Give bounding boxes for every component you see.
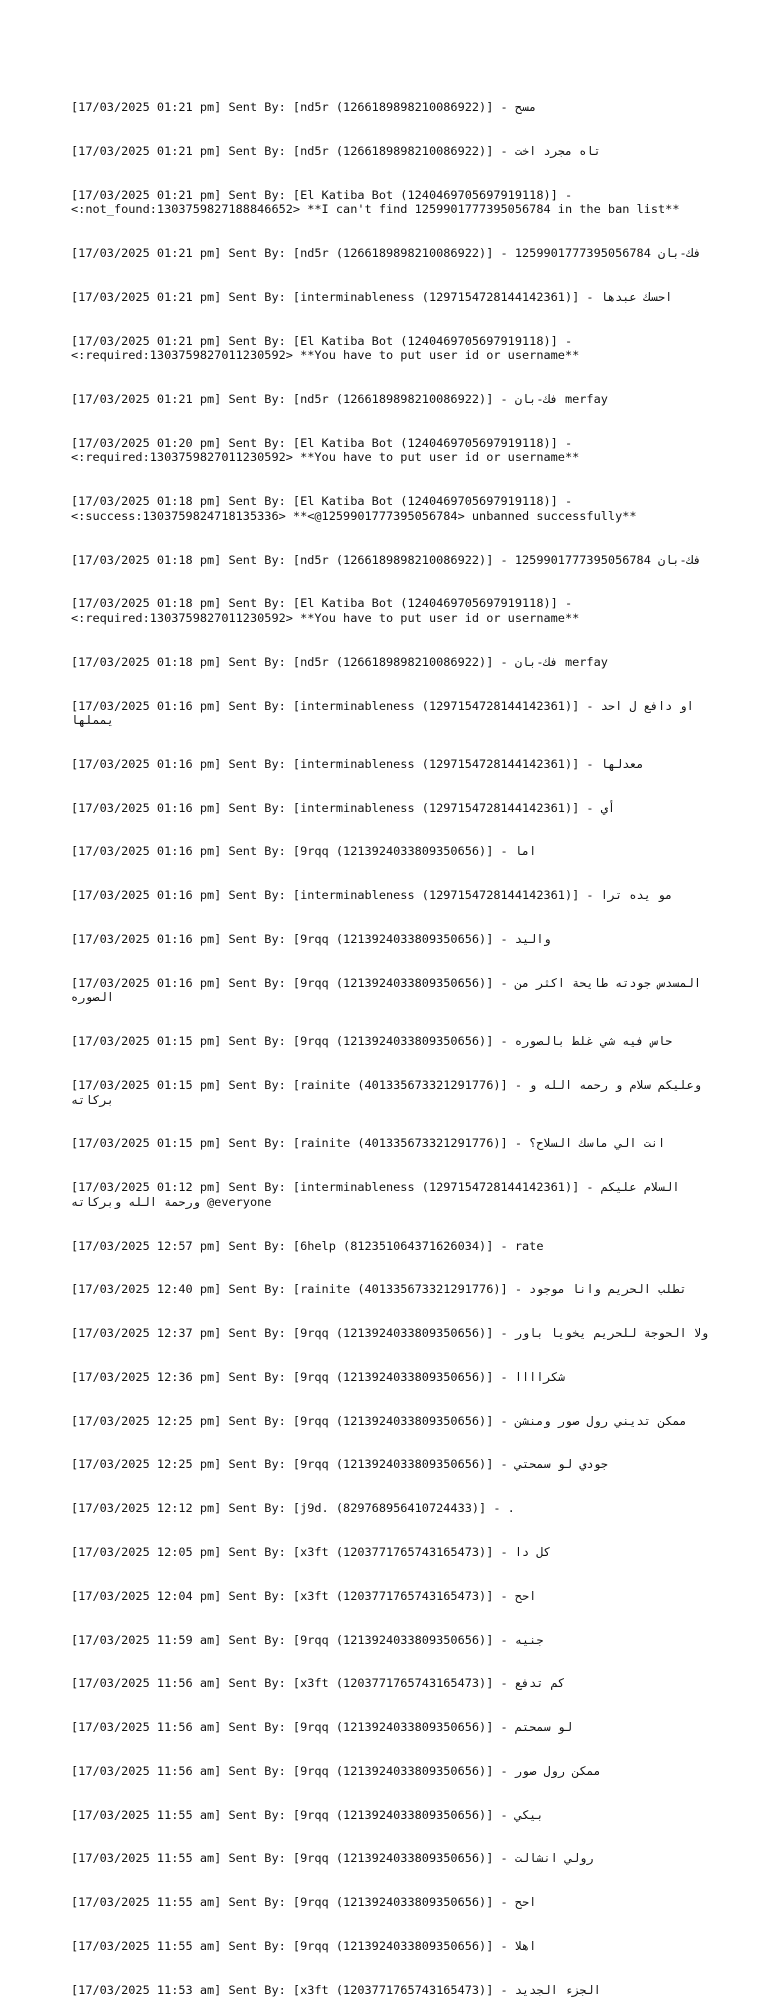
log-line: [17/03/2025 12:25 pm] Sent By: [9rqq (1213924033809350656)] - ممكن تديني رول صور ومنشن [71, 1413, 687, 1428]
log-line: [17/03/2025 01:21 pm] Sent By: [El Katiba Bot (1240469705697919118)] - <:required:1303759827011230592> **You have to put user id or username** [71, 333, 580, 363]
log-line: [17/03/2025 11:55 am] Sent By: [9rqq (1213924033809350656)] - احح [71, 1895, 537, 1910]
log-line: [17/03/2025 01:18 pm] Sent By: [nd5r (1266189898210086922)] - فك-بان 1259901777395056784 [71, 552, 701, 567]
log-line: [17/03/2025 11:56 am] Sent By: [9rqq (1213924033809350656)] - ممكن رول صور [71, 1763, 601, 1778]
log-line: [17/03/2025 01:21 pm] Sent By: [El Katiba Bot (1240469705697919118)] - <:not_found:1303759827188846652> **I can't find 1259901777395056784 in the ban list** [71, 187, 680, 217]
log-line: [17/03/2025 11:59 am] Sent By: [9rqq (1213924033809350656)] - جنيه [71, 1632, 544, 1647]
log-line: [17/03/2025 12:40 pm] Sent By: [rainite (401335673321291776)] - تطلب الحريم وانا موجود [71, 1282, 687, 1297]
log-line: [17/03/2025 01:15 pm] Sent By: [9rqq (1213924033809350656)] - حاس فيه شي غلط بالصوره [71, 1034, 673, 1049]
log-line: [17/03/2025 01:18 pm] Sent By: [El Katiba Bot (1240469705697919118)] - <:success:1303759824718135336> **<@1259901777395056784> unbanned successfully** [71, 494, 637, 523]
log-line: [17/03/2025 12:05 pm] Sent By: [x3ft (1203771765743165473)] - كل دا [71, 1544, 551, 1559]
log-line: [17/03/2025 11:56 am] Sent By: [x3ft (1203771765743165473)] - كم تدفع [71, 1676, 565, 1691]
log-line: [17/03/2025 12:37 pm] Sent By: [9rqq (1213924033809350656)] - ولا الحوجة للحريم يخويا باور [71, 1326, 709, 1341]
log-line: [17/03/2025 01:16 pm] Sent By: [interminableness (1297154728144142361)] - أي [71, 800, 616, 815]
log-line: [17/03/2025 11:56 am] Sent By: [9rqq (1213924033809350656)] - لو سمحتم [71, 1720, 573, 1735]
log-line: [17/03/2025 12:12 pm] Sent By: [j9d. (829768956410724433)] - . [71, 1501, 515, 1516]
log-line: [17/03/2025 01:16 pm] Sent By: [interminableness (1297154728144142361)] - او دافع ل احد يمملها [71, 698, 701, 728]
log-line: [17/03/2025 11:55 am] Sent By: [9rqq (1213924033809350656)] - اهلا [71, 1939, 537, 1953]
log-line: [17/03/2025 01:16 pm] Sent By: [interminableness (1297154728144142361)] - مو يده ترا [71, 888, 673, 903]
log-line: [17/03/2025 11:55 am] Sent By: [9rqq (1213924033809350656)] - بيكي [71, 1807, 544, 1822]
log-line: [17/03/2025 01:20 pm] Sent By: [El Katiba Bot (1240469705697919118)] - <:required:1303759827011230592> **You have to put user id or username** [71, 435, 580, 465]
log-line: [17/03/2025 01:18 pm] Sent By: [El Katiba Bot (1240469705697919118)] - <:required:1303759827011230592> **You have to put user id or username** [71, 596, 580, 625]
log-line: [17/03/2025 01:16 pm] Sent By: [interminableness (1297154728144142361)] - معدلها [71, 756, 644, 771]
log-line: [17/03/2025 01:15 pm] Sent By: [rainite (401335673321291776)] - وعليكم سلام و رحمه الله و بركاته [71, 1077, 709, 1107]
log-line: [17/03/2025 01:21 pm] Sent By: [interminableness (1297154728144142361)] - احسك عبدها [71, 289, 673, 304]
log-line: [17/03/2025 01:15 pm] Sent By: [rainite (401335673321291776)] - انت الي ماسك السلاح؟ [71, 1136, 666, 1151]
log-line: [17/03/2025 01:16 pm] Sent By: [9rqq (1213924033809350656)] - اما [71, 844, 537, 859]
log-line: [17/03/2025 01:21 pm] Sent By: [nd5r (1266189898210086922)] - مسح [71, 100, 537, 115]
log-line: [17/03/2025 12:25 pm] Sent By: [9rqq (1213924033809350656)] - جودي لو سمحتي [71, 1457, 608, 1472]
log-line: [17/03/2025 12:04 pm] Sent By: [x3ft (1203771765743165473)] - احح [71, 1588, 537, 1603]
log-line: [17/03/2025 01:21 pm] Sent By: [nd5r (1266189898210086922)] - فك-بان merfay [71, 392, 608, 407]
log-line: [17/03/2025 11:55 am] Sent By: [9rqq (1213924033809350656)] - رولي انشالت [71, 1851, 594, 1866]
log-line: [17/03/2025 01:12 pm] Sent By: [interminableness (1297154728144142361)] - السلام عليكم ورحمة الله وبركاته @everyone [71, 1180, 687, 1209]
log-line: [17/03/2025 12:57 pm] Sent By: [6help (812351064371626034)] - rate [71, 1238, 544, 1253]
log-line: [17/03/2025 01:18 pm] Sent By: [nd5r (1266189898210086922)] - فك-بان merfay [71, 654, 608, 669]
log-line: [17/03/2025 12:36 pm] Sent By: [9rqq (1213924033809350656)] - شكراااا [71, 1369, 565, 1384]
log-line: [17/03/2025 01:16 pm] Sent By: [9rqq (1213924033809350656)] - المسدس جودته طايحة اكثر من الصوره [71, 975, 709, 1005]
chat-log [71, 71, 711, 2012]
log-line: [17/03/2025 01:21 pm] Sent By: [nd5r (1266189898210086922)] - فك-بان 1259901777395056784 [71, 246, 701, 261]
log-line: [17/03/2025 01:21 pm] Sent By: [nd5r (1266189898210086922)] - تاه مجرد اخت [71, 143, 601, 158]
log-line: [17/03/2025 01:16 pm] Sent By: [9rqq (1213924033809350656)] - واليد [71, 932, 551, 947]
log-line: [17/03/2025 11:53 am] Sent By: [x3ft (1203771765743165473)] - الجزء الجديد [71, 1982, 601, 1997]
